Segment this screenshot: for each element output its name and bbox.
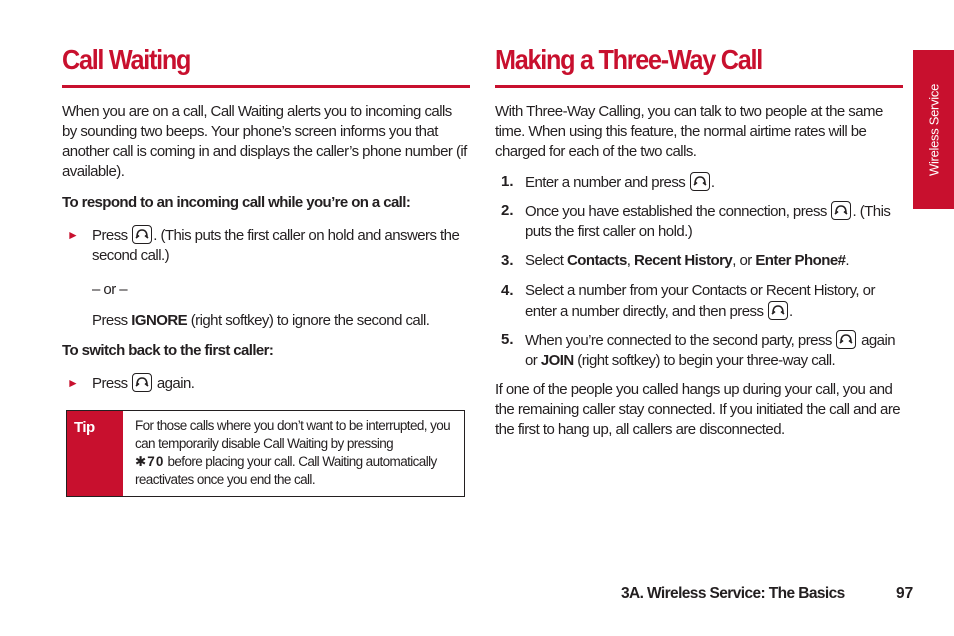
- step-5: [525, 330, 903, 371]
- step-2-text: Once you have established the connection, press: [525, 203, 831, 220]
- step-4: [525, 281, 903, 322]
- press-label: Press: [92, 227, 128, 244]
- ignore-softkey-label: IGNORE: [131, 312, 188, 329]
- call-waiting-title: Call Waiting: [62, 44, 191, 75]
- talk-key-icon: [690, 172, 710, 191]
- switch-after: again.: [153, 375, 195, 392]
- enter-phone-label: Enter Phone#: [755, 252, 846, 269]
- step-5-text: When you’re connected to the second party, press: [525, 332, 836, 349]
- step-number: 4.: [501, 282, 514, 299]
- step-3: [525, 251, 903, 271]
- call-waiting-rule: [62, 85, 470, 88]
- step-number: 5.: [501, 331, 514, 348]
- step-3-comma: ,: [626, 252, 635, 269]
- or-separator: – or –: [92, 281, 128, 298]
- press-label: Press: [92, 375, 128, 392]
- tip-code: ✱70: [135, 454, 165, 469]
- step-number: 3.: [501, 252, 514, 269]
- step-1: [525, 172, 903, 193]
- ignore-instruction: [92, 311, 470, 331]
- page-number: 97: [896, 585, 914, 602]
- step-number: 2.: [501, 202, 514, 219]
- step-4-text: Select a number from your Contacts or Recent History, or enter a number directly, and then press: [525, 282, 875, 320]
- step-5-end: (right softkey) to begin your three-way call.: [573, 352, 836, 369]
- step-3-or: , or: [732, 252, 756, 269]
- switch-heading: To switch back to the first caller:: [62, 342, 274, 359]
- talk-key-icon: [132, 373, 152, 392]
- answer-text: . (This puts the first caller on hold and answers the second call.): [92, 227, 460, 264]
- talk-key-icon: [831, 201, 851, 220]
- talk-key-icon: [132, 225, 152, 244]
- recent-history-label: Recent History: [634, 252, 733, 269]
- step-2-end: . (This puts the first caller on hold.): [525, 203, 891, 240]
- three-way-intro: With Three-Way Calling, you can talk to two people at the same time. When using this feature, the normal airtime rates will be charged for each of the two calls.: [495, 103, 883, 160]
- step-1-end: .: [710, 174, 715, 191]
- step-3-end: .: [845, 252, 850, 269]
- tip-box: [66, 410, 465, 497]
- side-tab: [913, 50, 954, 209]
- step-number: 1.: [501, 173, 514, 190]
- three-way-rule: [495, 85, 903, 88]
- tip-text: [135, 417, 457, 489]
- ignore-press: Press: [92, 312, 132, 329]
- talk-key-icon: [768, 301, 788, 320]
- tip-label: Tip: [67, 411, 123, 496]
- three-way-title: Making a Three-Way Call: [495, 44, 762, 75]
- ignore-after: (right softkey) to ignore the second call.: [187, 312, 430, 329]
- join-softkey-label: JOIN: [540, 352, 574, 369]
- step-2: [525, 201, 903, 242]
- step-1-text: Enter a number and press: [525, 174, 689, 191]
- footer-section-title: 3A. Wireless Service: The Basics: [621, 585, 845, 602]
- three-way-outro: If one of the people you called hangs up during your call, you and the remaining caller stay connected. If you initiated the call and are the first to hang up, all callers are disconnected.: [495, 381, 901, 438]
- talk-key-icon: [836, 330, 856, 349]
- triangle-bullet-icon: ►: [67, 376, 79, 390]
- switch-instruction: [92, 373, 470, 394]
- triangle-bullet-icon: ►: [67, 228, 79, 242]
- contacts-label: Contacts: [567, 252, 627, 269]
- tip-line2: before placing your call. Call Waiting automatically reactivates once you end the call.: [135, 454, 437, 487]
- call-waiting-intro: When you are on a call, Call Waiting alerts you to incoming calls by sounding two beeps. Your phone’s screen informs you that another call is coming in and displays the caller’s phone number (if available).: [62, 103, 467, 180]
- side-tab-label: Wireless Service: [926, 83, 941, 176]
- step-3-select: Select: [525, 252, 568, 269]
- step-4-end: .: [789, 303, 793, 320]
- answer-instruction: [92, 225, 470, 266]
- step-5-again: again or: [525, 332, 896, 369]
- respond-heading: To respond to an incoming call while you’re on a call:: [62, 194, 411, 211]
- tip-line1: For those calls where you don’t want to be interrupted, you can temporarily disable Call Waiting by pressing: [135, 418, 451, 451]
